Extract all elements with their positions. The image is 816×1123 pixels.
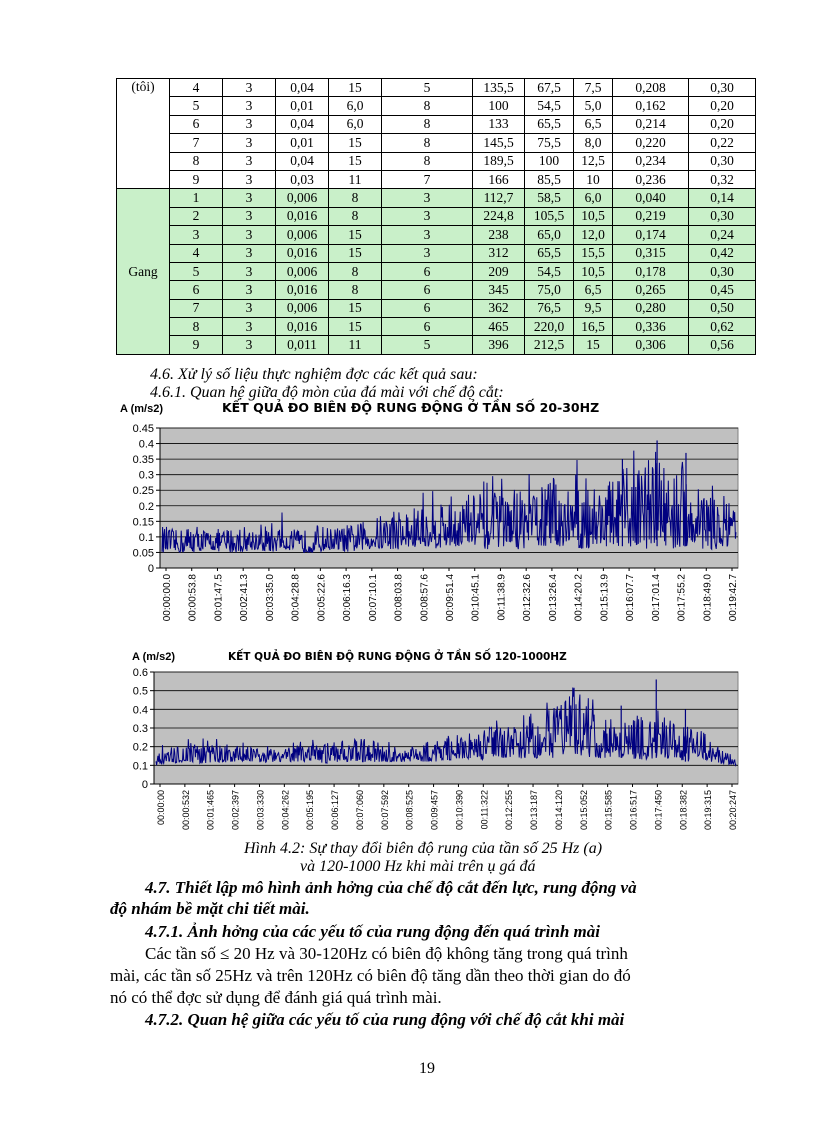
table-cell: 15 xyxy=(329,299,382,317)
x-tick-label: 00:04:262 xyxy=(280,790,291,831)
table-cell: 0,56 xyxy=(689,336,756,354)
table-cell: 76,5 xyxy=(525,299,574,317)
table-cell: 11 xyxy=(329,336,382,354)
table-cell: 100 xyxy=(525,152,574,170)
table-cell: 3 xyxy=(382,226,473,244)
table-cell: 5 xyxy=(382,336,473,354)
x-tick-label: 00:08:525 xyxy=(404,790,415,831)
table-cell: 0,220 xyxy=(613,134,689,152)
section-4-7-2-heading: 4.7.2. Quan hệ giữa các yếu tố của rung động với chế độ cắt khi mài xyxy=(145,1010,625,1029)
table-cell: 3 xyxy=(382,244,473,262)
table-cell: 100 xyxy=(473,97,525,115)
table-cell: 3 xyxy=(223,170,276,188)
table-cell: 0,336 xyxy=(613,318,689,336)
table-cell: 3 xyxy=(223,336,276,354)
table-cell: 0,178 xyxy=(613,262,689,280)
table-cell: 7,5 xyxy=(574,79,613,97)
table-cell: 15 xyxy=(574,336,613,354)
material-group-cell: (tôi) xyxy=(117,79,170,189)
section-4-6-1-heading: 4.6.1. Quan hệ giữa độ mòn của đá mài với chế độ cắt: xyxy=(150,384,504,401)
x-tick-label: 00:05:22.6 xyxy=(316,574,328,622)
table-cell: 224,8 xyxy=(473,207,525,225)
table-cell: 85,5 xyxy=(525,170,574,188)
table-cell: 8 xyxy=(382,152,473,170)
table-cell: 0,006 xyxy=(276,226,329,244)
x-tick-label: 00:04:28.8 xyxy=(290,574,302,622)
table-cell: 75,0 xyxy=(525,281,574,299)
table-cell: 3 xyxy=(170,226,223,244)
table-cell: 5 xyxy=(170,97,223,115)
table-cell: 0,30 xyxy=(689,207,756,225)
section-4-6-heading: 4.6. Xử lý số liệu thực nghiệm đợc các kết quả sau: xyxy=(150,366,478,383)
table-cell: 4 xyxy=(170,79,223,97)
y-tick-label: 0.6 xyxy=(132,667,148,679)
x-tick-label: 00:08:57.6 xyxy=(419,574,431,622)
x-tick-label: 00:20:247 xyxy=(728,790,738,831)
table-cell: 3 xyxy=(223,97,276,115)
table-cell: 0,50 xyxy=(689,299,756,317)
table-cell: 0,30 xyxy=(689,152,756,170)
table-cell: 0,30 xyxy=(689,79,756,97)
table-cell: 238 xyxy=(473,226,525,244)
table-cell: 3 xyxy=(223,152,276,170)
table-cell: 465 xyxy=(473,318,525,336)
table-cell: 3 xyxy=(223,79,276,97)
table-row xyxy=(117,244,756,262)
paragraph-line3: nó có thể đợc sử dụng để đánh giá quá trình mài. xyxy=(110,988,442,1007)
table-cell: 0,006 xyxy=(276,262,329,280)
chart-svg-120-1000hz xyxy=(112,646,748,840)
table-body xyxy=(117,79,756,355)
table-cell: 15 xyxy=(329,79,382,97)
table-row xyxy=(117,170,756,188)
table-cell: 4 xyxy=(170,244,223,262)
table-cell: 12,0 xyxy=(574,226,613,244)
x-tick-label: 00:17:450 xyxy=(653,790,664,831)
y-tick-label: 0.1 xyxy=(132,760,148,773)
table-cell: 65,0 xyxy=(525,226,574,244)
x-tick-label: 00:12:32.6 xyxy=(522,574,534,622)
table-cell: 6 xyxy=(382,281,473,299)
table-cell: 15 xyxy=(329,318,382,336)
table-cell: 0,315 xyxy=(613,244,689,262)
section-4-7-heading: 4.7. Thiết lập mô hình ảnh hởng của chế độ cắt đến lực, rung động và xyxy=(145,878,637,897)
table-cell: 15,5 xyxy=(574,244,613,262)
table-cell: 6,0 xyxy=(329,97,382,115)
y-tick-label: 0.4 xyxy=(138,438,154,451)
table-cell: 10,5 xyxy=(574,207,613,225)
table-cell: 7 xyxy=(170,134,223,152)
table-cell: 0,32 xyxy=(689,170,756,188)
table-cell: 3 xyxy=(223,299,276,317)
table-cell: 8 xyxy=(329,207,382,225)
table-row xyxy=(117,281,756,299)
table-row xyxy=(117,318,756,336)
table-cell: 0,006 xyxy=(276,189,329,207)
table-row xyxy=(117,115,756,133)
table-cell: 6,0 xyxy=(574,189,613,207)
table-cell: 0,040 xyxy=(613,189,689,207)
y-tick-label: 0 xyxy=(147,563,154,575)
table-cell: 7 xyxy=(170,299,223,317)
table-cell: 3 xyxy=(223,189,276,207)
table-cell: 0,42 xyxy=(689,244,756,262)
table-cell: 8 xyxy=(329,262,382,280)
x-tick-label: 00:10:45.1 xyxy=(470,574,482,622)
table-cell: 135,5 xyxy=(473,79,525,97)
y-axis-label: A (m/s2) xyxy=(120,403,163,415)
table-cell: 0,006 xyxy=(276,299,329,317)
x-tick-label: 00:07:060 xyxy=(354,790,365,831)
table-cell: 6 xyxy=(382,299,473,317)
x-tick-label: 00:00:532 xyxy=(180,790,191,831)
x-tick-label: 00:17:01.4 xyxy=(650,574,662,622)
table-cell: 9 xyxy=(170,336,223,354)
table-cell: 6 xyxy=(382,318,473,336)
x-tick-label: 00:01:465 xyxy=(205,790,216,831)
table-cell: 1 xyxy=(170,189,223,207)
table-row xyxy=(117,152,756,170)
chart-title: KẾT QUẢ ĐO BIÊN ĐỘ RUNG ĐỘNG Ở TẦN SỐ 120-1000HZ xyxy=(228,651,567,663)
x-tick-label: 00:13:187 xyxy=(529,790,540,831)
table-cell: 0,016 xyxy=(276,318,329,336)
x-tick-label: 00:10:390 xyxy=(454,790,465,831)
table-cell: 3 xyxy=(223,281,276,299)
section-4-7-1-heading: 4.7.1. Ảnh hởng của các yếu tố của rung động đến quá trình mài xyxy=(145,922,600,941)
table-cell: 0,236 xyxy=(613,170,689,188)
table-row xyxy=(117,299,756,317)
x-tick-label: 00:15:13.9 xyxy=(599,574,611,622)
y-tick-label: 0.45 xyxy=(132,423,154,435)
table-cell: 3 xyxy=(382,207,473,225)
table-cell: 8 xyxy=(329,281,382,299)
table-cell: 7 xyxy=(382,170,473,188)
x-tick-label: 00:05:195 xyxy=(305,790,316,831)
table-cell: 16,5 xyxy=(574,318,613,336)
table-cell: 15 xyxy=(329,244,382,262)
table-cell: 0,20 xyxy=(689,115,756,133)
table-cell: 396 xyxy=(473,336,525,354)
table-cell: 3 xyxy=(223,244,276,262)
x-tick-label: 00:19:315 xyxy=(703,790,714,831)
table-cell: 6,5 xyxy=(574,115,613,133)
table-cell: 65,5 xyxy=(525,244,574,262)
y-axis-label: A (m/s2) xyxy=(132,651,175,663)
table-cell: 11 xyxy=(329,170,382,188)
section-4-7-heading-cont: độ nhám bề mặt chi tiết mài. xyxy=(110,899,310,918)
x-tick-label: 00:00:53.8 xyxy=(187,574,199,622)
vibration-chart-25hz xyxy=(112,398,748,641)
x-tick-label: 00:08:03.8 xyxy=(393,574,405,622)
table-cell: 362 xyxy=(473,299,525,317)
x-tick-label: 00:18:382 xyxy=(678,790,689,831)
table-cell: 0,016 xyxy=(276,281,329,299)
table-cell: 8 xyxy=(329,189,382,207)
y-tick-label: 0.15 xyxy=(132,516,154,529)
x-tick-label: 00:11:322 xyxy=(479,790,490,830)
table-cell: 0,306 xyxy=(613,336,689,354)
table-cell: 5,0 xyxy=(574,97,613,115)
table-cell: 0,174 xyxy=(613,226,689,244)
table-cell: 9,5 xyxy=(574,299,613,317)
table-cell: 0,280 xyxy=(613,299,689,317)
table-cell: 0,01 xyxy=(276,134,329,152)
table-cell: 2 xyxy=(170,207,223,225)
table-row xyxy=(117,97,756,115)
table-cell: 10,5 xyxy=(574,262,613,280)
table-cell: 0,265 xyxy=(613,281,689,299)
table-cell: 0,214 xyxy=(613,115,689,133)
y-tick-label: 0.35 xyxy=(132,454,154,467)
x-tick-label: 00:16:517 xyxy=(628,790,639,831)
x-tick-label: 00:09:457 xyxy=(429,790,440,831)
x-tick-label: 00:00:00.0 xyxy=(162,574,173,622)
table-cell: 8 xyxy=(170,318,223,336)
table-row xyxy=(117,262,756,280)
table-cell: 209 xyxy=(473,262,525,280)
y-tick-label: 0.3 xyxy=(138,469,154,482)
table-row xyxy=(117,226,756,244)
x-tick-label: 00:14:120 xyxy=(553,790,564,831)
figure-caption-line1: Hình 4.2: Sự thay đổi biên độ rung của tần số 25 Hz (a) xyxy=(244,840,603,857)
table-cell: 0,14 xyxy=(689,189,756,207)
table-cell: 0,016 xyxy=(276,207,329,225)
y-tick-label: 0.5 xyxy=(132,685,148,698)
table-cell: 10 xyxy=(574,170,613,188)
x-tick-label: 00:06:16.3 xyxy=(342,574,354,622)
x-tick-label: 00:02:397 xyxy=(230,790,241,831)
table-cell: 6 xyxy=(170,115,223,133)
x-tick-label: 00:17:55.2 xyxy=(676,574,688,622)
table-cell: 0,234 xyxy=(613,152,689,170)
table-cell: 5 xyxy=(382,79,473,97)
table-cell: 0,011 xyxy=(276,336,329,354)
x-tick-label: 00:18:49.0 xyxy=(702,574,714,622)
table-cell: 54,5 xyxy=(525,97,574,115)
table-cell: 3 xyxy=(223,134,276,152)
table-cell: 65,5 xyxy=(525,115,574,133)
table-cell: 6 xyxy=(170,281,223,299)
table-cell: 345 xyxy=(473,281,525,299)
table-cell: 189,5 xyxy=(473,152,525,170)
y-tick-label: 0.2 xyxy=(138,500,154,513)
material-group-cell: Gang xyxy=(117,189,170,355)
table-cell: 9 xyxy=(170,170,223,188)
chart-svg-25hz xyxy=(112,398,748,641)
x-tick-label: 00:03:35.0 xyxy=(264,574,276,622)
vibration-chart-120-1000hz xyxy=(112,646,748,840)
table-cell: 0,20 xyxy=(689,97,756,115)
x-tick-label: 00:09:51.4 xyxy=(445,574,456,622)
table-cell: 0,162 xyxy=(613,97,689,115)
figure-caption-line2: và 120-1000 Hz khi mài trên ụ gá đá xyxy=(300,858,536,875)
y-tick-label: 0.05 xyxy=(132,547,154,560)
table-cell: 8 xyxy=(382,134,473,152)
table-cell: 15 xyxy=(329,226,382,244)
table-cell: 75,5 xyxy=(525,134,574,152)
table-cell: 0,30 xyxy=(689,262,756,280)
table-cell: 8 xyxy=(382,97,473,115)
table-cell: 3 xyxy=(382,189,473,207)
table-cell: 8,0 xyxy=(574,134,613,152)
table-cell: 8 xyxy=(382,115,473,133)
table-cell: 0,208 xyxy=(613,79,689,97)
table-cell: 0,04 xyxy=(276,79,329,97)
table-cell: 6,5 xyxy=(574,281,613,299)
table-cell: 166 xyxy=(473,170,525,188)
table-cell: 312 xyxy=(473,244,525,262)
table-cell: 3 xyxy=(223,318,276,336)
table-cell: 220,0 xyxy=(525,318,574,336)
x-tick-label: 00:02:41.3 xyxy=(239,574,251,622)
y-tick-label: 0 xyxy=(141,779,148,791)
table-cell: 3 xyxy=(223,207,276,225)
paragraph-line2: mài, các tần số 25Hz và trên 120Hz có biên độ tăng dần theo thời gian do đó xyxy=(110,966,631,985)
x-tick-label: 00:11:38.9 xyxy=(496,574,508,621)
y-tick-label: 0.1 xyxy=(138,531,154,544)
x-tick-label: 00:16:07.7 xyxy=(625,574,637,622)
table-cell: 0,24 xyxy=(689,226,756,244)
table-cell: 15 xyxy=(329,152,382,170)
table-cell: 0,62 xyxy=(689,318,756,336)
y-tick-label: 0.2 xyxy=(132,741,148,754)
table-row xyxy=(117,207,756,225)
table-cell: 6 xyxy=(382,262,473,280)
table-cell: 145,5 xyxy=(473,134,525,152)
x-tick-label: 00:12:255 xyxy=(504,790,515,831)
table-row xyxy=(117,336,756,354)
y-tick-label: 0.25 xyxy=(132,485,154,498)
table-cell: 0,01 xyxy=(276,97,329,115)
table-cell: 58,5 xyxy=(525,189,574,207)
table-cell: 3 xyxy=(223,262,276,280)
table-cell: 0,22 xyxy=(689,134,756,152)
table-cell: 0,04 xyxy=(276,115,329,133)
x-tick-label: 00:14:20.2 xyxy=(573,574,585,622)
x-tick-label: 00:15:585 xyxy=(603,790,614,831)
table-cell: 0,03 xyxy=(276,170,329,188)
table-cell: 112,7 xyxy=(473,189,525,207)
table-cell: 12,5 xyxy=(574,152,613,170)
table-cell: 8 xyxy=(170,152,223,170)
y-tick-label: 0.3 xyxy=(132,723,148,735)
table-cell: 54,5 xyxy=(525,262,574,280)
x-tick-label: 00:07:592 xyxy=(379,790,390,831)
table-cell: 105,5 xyxy=(525,207,574,225)
y-tick-label: 0.4 xyxy=(132,704,148,717)
table-cell: 5 xyxy=(170,262,223,280)
table-row xyxy=(117,134,756,152)
chart-title: KẾT QUẢ ĐO BIÊN ĐỘ RUNG ĐỘNG Ở TẦN SỐ 20-30HZ xyxy=(222,400,600,415)
x-tick-label: 00:13:26.4 xyxy=(547,574,559,622)
table-cell: 0,45 xyxy=(689,281,756,299)
x-tick-label: 00:15:052 xyxy=(578,790,589,831)
experiment-data-table xyxy=(116,78,756,355)
table-row xyxy=(117,189,756,207)
table-cell: 15 xyxy=(329,134,382,152)
table-cell: 212,5 xyxy=(525,336,574,354)
table-cell: 0,016 xyxy=(276,244,329,262)
table-cell: 3 xyxy=(223,226,276,244)
table-row xyxy=(117,79,756,97)
table-cell: 0,219 xyxy=(613,207,689,225)
x-tick-label: 00:06:127 xyxy=(330,790,341,831)
x-tick-label: 00:03:330 xyxy=(255,790,266,831)
x-tick-label: 00:01:47.5 xyxy=(213,574,225,622)
table-cell: 3 xyxy=(223,115,276,133)
x-tick-label: 00:19:42.7 xyxy=(728,574,739,622)
table-cell: 67,5 xyxy=(525,79,574,97)
x-tick-label: 00:00:00 xyxy=(156,790,166,826)
table-cell: 6,0 xyxy=(329,115,382,133)
table-cell: 0,04 xyxy=(276,152,329,170)
paragraph-line1: Các tần số ≤ 20 Hz và 30-120Hz có biên độ không tăng trong quá trình xyxy=(145,944,628,963)
x-tick-label: 00:07:10.1 xyxy=(367,574,379,622)
page-number: 19 xyxy=(419,1060,435,1077)
table-cell: 133 xyxy=(473,115,525,133)
